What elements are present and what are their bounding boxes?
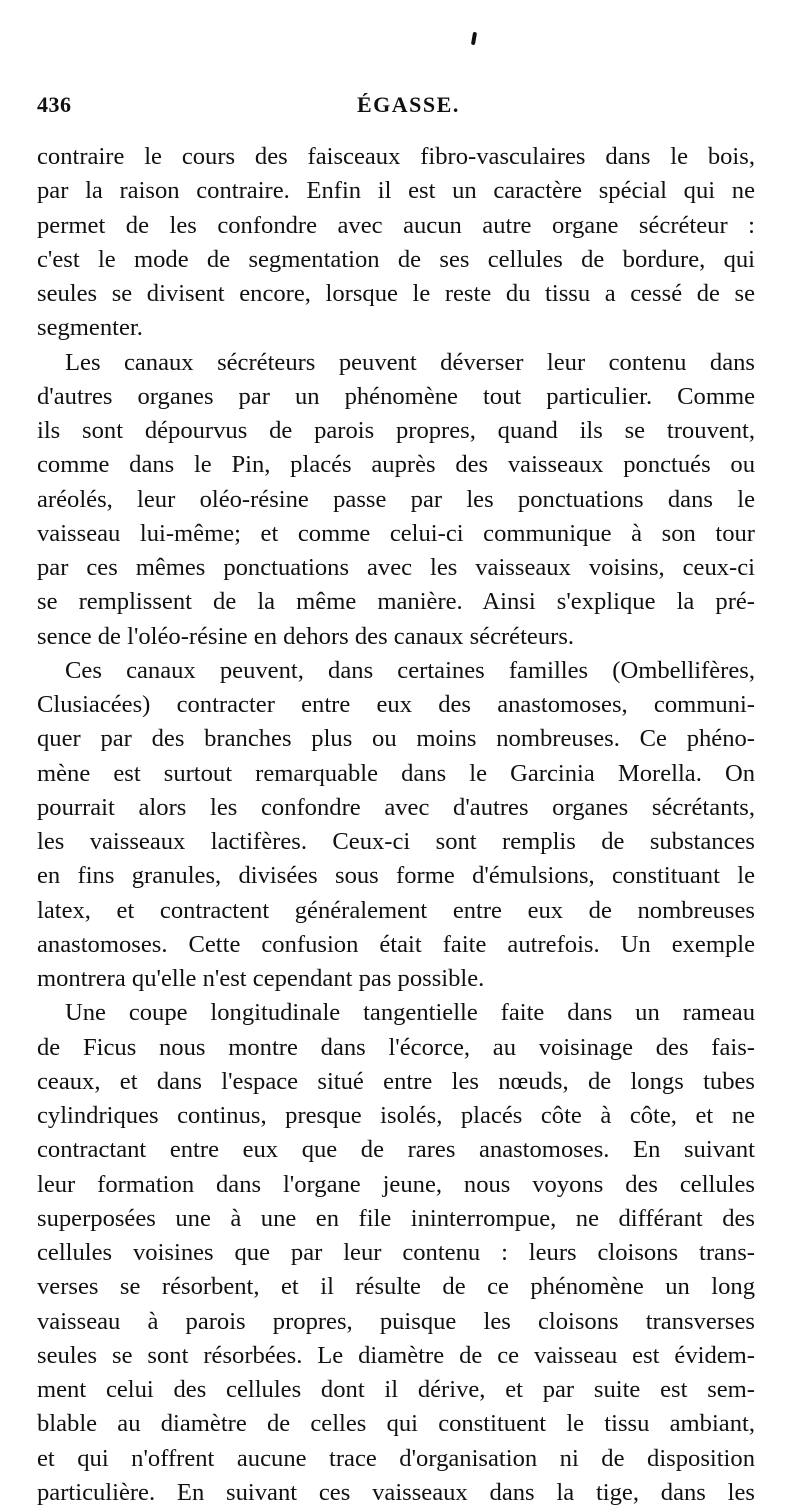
text-line: Clusiacées) contracter entre eux des anastomoses, communi- — [37, 691, 755, 718]
print-speck — [471, 32, 477, 45]
text-line: seules se sont résorbées. Le diamètre de ce vaisseau est évidem- — [37, 1341, 755, 1369]
text-line: ceaux, et dans l'espace situé entre les nœuds, de longs tubes — [37, 1067, 755, 1095]
text-line: cylindriques continus, presque isolés, placés côte à côte, et ne — [37, 1102, 755, 1129]
text-line: particulière. En suivant ces vaisseaux dans la tige, dans les — [37, 1478, 755, 1506]
text-line: se remplissent de la même manière. Ainsi s'explique la pré- — [37, 588, 755, 616]
body-text — [37, 140, 755, 1510]
text-line: blable au diamètre de celles qui constituent le tissu ambiant, — [37, 1410, 755, 1438]
text-line: mène est surtout remarquable dans le Garcinia Morella. On — [37, 759, 755, 787]
running-head: ÉGASSE. — [357, 92, 460, 117]
text-line: Les canaux sécréteurs peuvent déverser leur contenu dans — [65, 348, 755, 376]
text-line: contraire le cours des faisceaux fibro-vasculaires dans le bois, — [37, 143, 755, 170]
text-line: aréolés, leur oléo-résine passe par les ponctuations dans le — [37, 485, 755, 513]
text-line: leur formation dans l'organe jeune, nous voyons des cellules — [37, 1170, 755, 1198]
text-line: sence de l'oléo-résine en dehors des canaux sécréteurs. — [37, 622, 575, 650]
text-line: segmenter. — [37, 314, 143, 342]
text-line: contractant entre eux que de rares anastomoses. En suivant — [37, 1136, 755, 1164]
text-line: ment celui des cellules dont il dérive, et par suite est sem- — [37, 1376, 755, 1403]
text-line: comme dans le Pin, placés auprès des vaisseaux ponctués ou — [37, 451, 755, 479]
text-line: superposées une à une en file ininterrompue, ne différant des — [37, 1204, 755, 1232]
text-line: verses se résorbent, et il résulte de ce phénomène un long — [37, 1273, 755, 1301]
text-line: Ces canaux peuvent, dans certaines familles (Ombellifères, — [65, 656, 755, 684]
text-line: d'autres organes par un phénomène tout particulier. Comme — [37, 382, 755, 410]
text-line: cellules voisines que par leur contenu : leurs cloisons trans- — [37, 1239, 755, 1266]
text-line: par ces mêmes ponctuations avec les vaisseaux voisins, ceux-ci — [37, 554, 755, 581]
text-line: montrera qu'elle n'est cependant pas possible. — [37, 965, 485, 992]
text-line: en fins granules, divisées sous forme d'émulsions, constituant le — [37, 862, 755, 890]
page-header — [37, 92, 755, 132]
text-line: Une coupe longitudinale tangentielle faite dans un rameau — [65, 999, 755, 1027]
text-line: permet de les confondre avec aucun autre organe sécréteur : — [37, 211, 755, 239]
text-line: seules se divisent encore, lorsque le reste du tissu a cessé de se — [37, 280, 755, 307]
text-line: c'est le mode de segmentation de ses cellules de bordure, qui — [37, 245, 755, 273]
text-line: ils sont dépourvus de parois propres, quand ils se trouvent, — [37, 417, 755, 444]
page-number: 436 — [37, 92, 72, 117]
text-line: de Ficus nous montre dans l'écorce, au voisinage des fais- — [37, 1033, 755, 1061]
text-line: anastomoses. Cette confusion était faite autrefois. Un exemple — [37, 930, 755, 958]
text-line: et qui n'offrent aucune trace d'organisation ni de disposition — [37, 1444, 755, 1472]
text-line: latex, et contractent généralement entre eux de nombreuses — [37, 896, 755, 924]
text-line: pourrait alors les confondre avec d'autres organes sécrétants, — [37, 793, 755, 821]
text-line: vaisseau lui-même; et comme celui-ci communique à son tour — [37, 519, 755, 547]
text-line: quer par des branches plus ou moins nombreuses. Ce phéno- — [37, 725, 755, 753]
text-line: les vaisseaux lactifères. Ceux-ci sont remplis de substances — [37, 828, 755, 855]
text-line: vaisseau à parois propres, puisque les cloisons transverses — [37, 1307, 755, 1335]
text-line: par la raison contraire. Enfin il est un caractère spécial qui ne — [37, 177, 755, 205]
